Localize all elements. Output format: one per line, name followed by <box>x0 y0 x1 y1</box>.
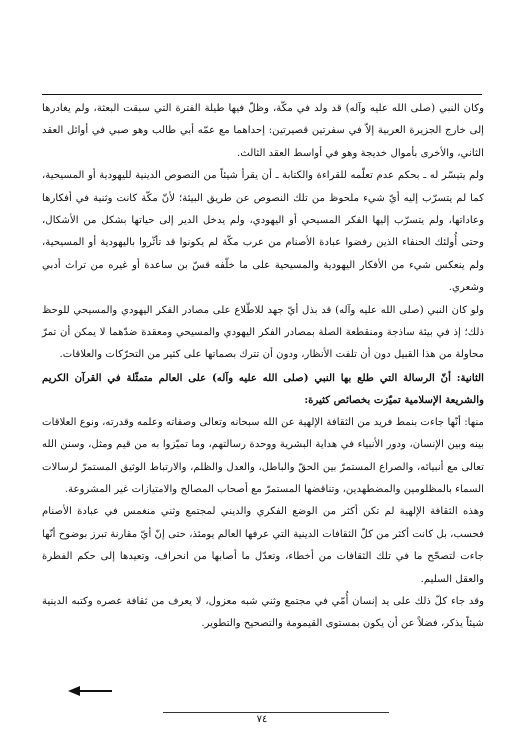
paragraph: ولو كان النبي (صلى الله عليه وآله) قد بذل أيّ جهد للاطّلاع على مصادر الفكر اليهودي والمسيحي للوحظ ذلك؛ إذ في بيئة ساذجة ومنقطعة الصلة بمصادر الفكر اليهودي والمسيحي ومعقدة ضدّهما لا يمكن أن تمرّ محاولة من هذا القبيل دون أن تلفت الأنظار، ودون أن تترك بصماتها على كثير من التحرّكات والعلاقات. <box>42 304 484 361</box>
paragraph: وهذه الثقافة الإلهية لم تكن أكثر من الوضع الفكري والديني لمجتمع وثني منغمس في عبادة الأصنام فحسب، بل كانت أكثر من كلّ الثقافات الدينية التي عرفها العالم يومئذ، حتى إنّ أيّ مقارنة تبرز بوضوح أنّها جاءت لتصحّح ما في تلك الثقافات من أخطاء، وتعدّل ما أصابها من انحراف، وتعيدها إلى حكم الفطرة والعقل السليم. <box>42 506 484 585</box>
footer-rule <box>163 712 389 713</box>
paragraph: وقد جاء كلّ ذلك على يد إنسان أُمّي في مجتمع وثني شبه معزول، لا يعرف من ثقافة عصره وكتبه الدينية شيئاً يذكر، فضلاً عن أن يكون بمستوى القيمومة والتصحيح والتطوير. <box>42 595 484 630</box>
paragraph: منها: أنّها جاءت بنمط فريد من الثقافة الإلهية عن الله سبحانه وتعالى وصفاته وعلمه وقدرته، ونوع العلاقات بينه وبين الإنسان، ودور الأنبياء في هداية البشرية ووحدة رسالتهم، وما تميّزوا به من قيم ومثل، وسنن الله تعالى مع أنبيائه، والصراع المستمرّ بين الحقّ والباطل، والعدل والظلم، والارتباط الوثيق المستمرّ لرسالات السماء بالمظلومين والمضطهدين، وتناقضها المستمرّ مع أصحاب المصالح والامتيازات غير المشروعة. <box>42 416 484 495</box>
paragraph: ولم يتيسّر له ـ بحكم عدم تعلّمه للقراءة والكتابة ـ أن يقرأ شيئاً من النصوص الدينية لليهودية أو المسيحية، كما لم يتسرّب إليه أيّ شيء ملحوظ من تلك النصوص عن طريق البيئة؛ لأنّ مكّة كانت وثنية في أفكارها وعاداتها، ولم يتسرّب إليها الفكر المسيحي أو اليهودي، ولم يدخل الدير إلى حياتها بشكل من الأشكال، وحتى أُولئك الحنفاء الذين رفضوا عبادة الأصنام من عرب مكّة لم يكونوا قد تأثّروا باليهودية أو المسيحية، ولم ينعكس شيء من الأفكار اليهودية والمسيحية على ما خلّفه قسّ بن ساعدة أو غيره من تراث أدبي وشعري. <box>42 170 484 294</box>
page-number: ٧٤ <box>256 714 268 725</box>
page-body <box>42 98 484 636</box>
top-rule <box>42 94 482 95</box>
left-arrow-icon <box>68 685 112 697</box>
paragraph: وكان النبي (صلى الله عليه وآله) قد ولد في مكّة، وظلّ فيها طيلة الفترة التي سبقت البعثة، ولم يغادرها إلى خارج الجزيرة العربية إلاّ في سفرتين قصيرتين: إحداهما مع عمّه أبي طالب وهو صبي في أوائل العقد الثاني، والأخرى بأموال خديجة وهو في أواسط العقد الثالث. <box>42 103 484 159</box>
section-heading: الثانية: أنّ الرسالة التي طلع بها النبي (صلى الله عليه وآله) على العالم متمثّلة في القرآن الكريم والشريعة الإسلامية تميّزت بخصائص كثيرة: <box>42 371 484 407</box>
